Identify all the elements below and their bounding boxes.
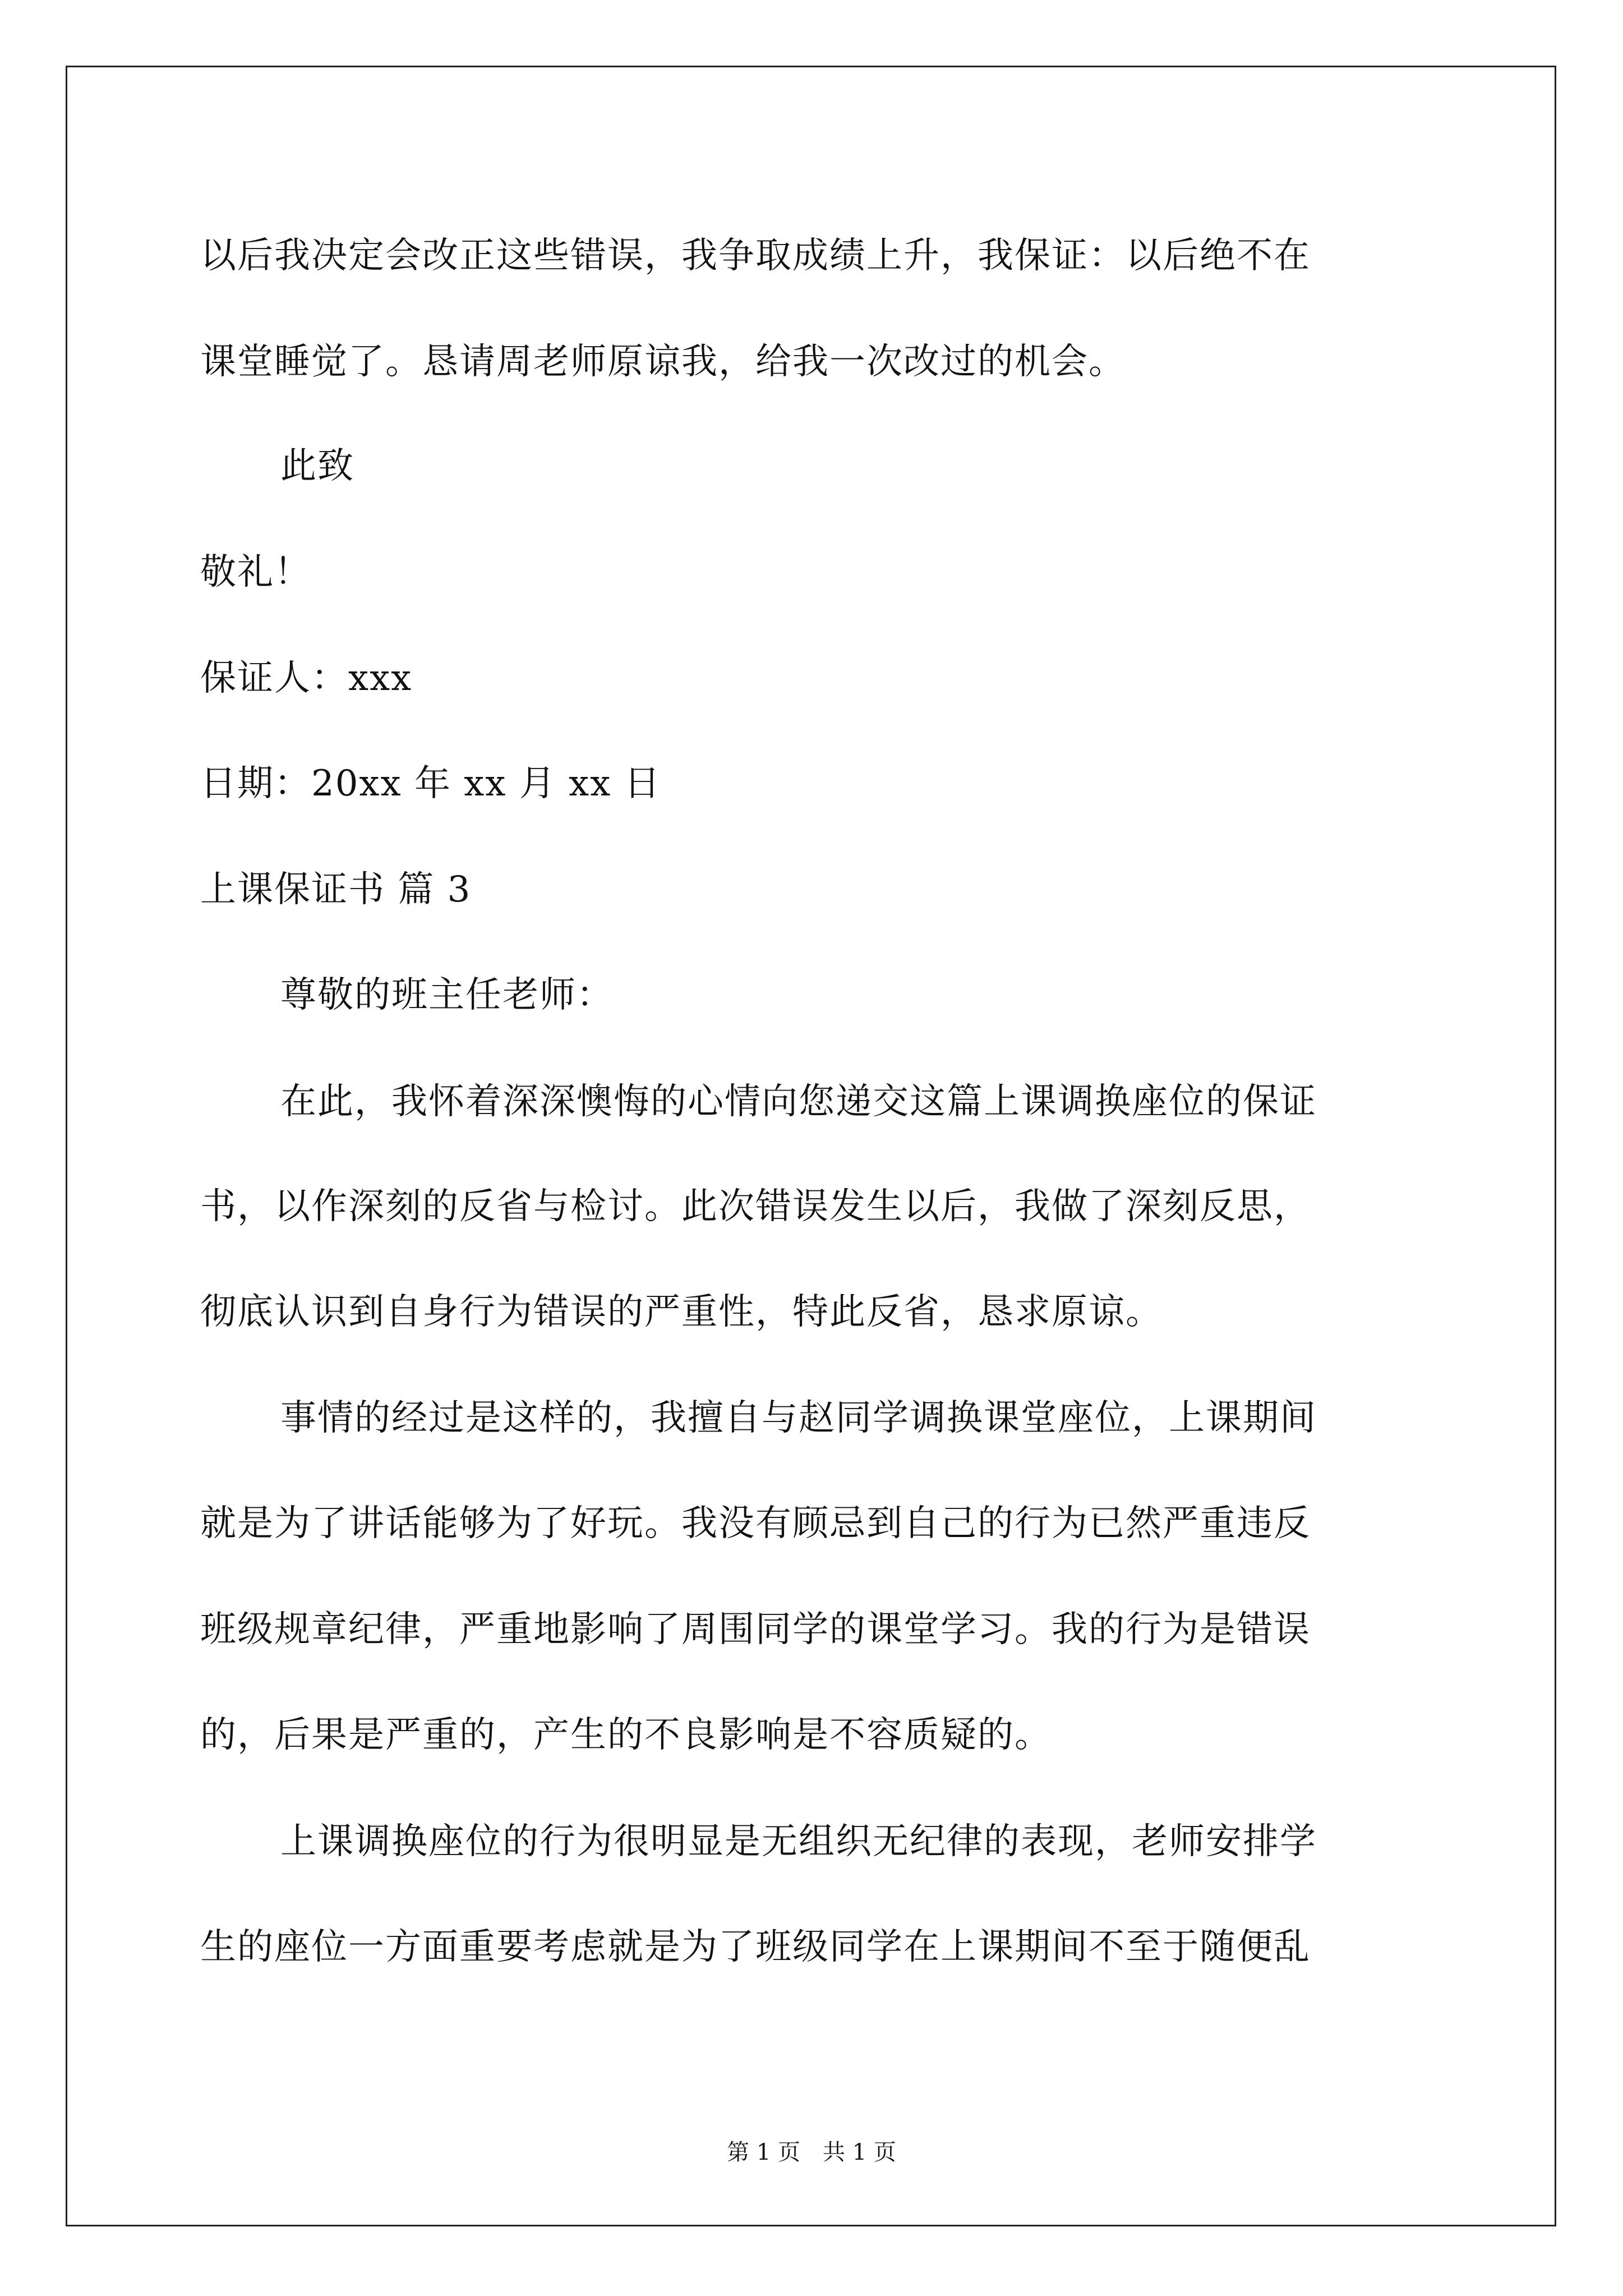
page-number-footer: 第 1 页 共 1 页 [727,2139,896,2165]
salutation: 敬礼！ [200,551,311,593]
section-heading: 上课保证书 篇 3 [200,869,472,910]
text-line: 课堂睡觉了。恳请周老师原谅我，给我一次改过的机会。 [200,341,1126,383]
text-line: 的，后果是严重的，产生的不良影响是不容质疑的。 [200,1714,1052,1756]
text-line: 以后我决定会改正这些错误，我争取成绩上升，我保证：以后绝不在 [200,235,1311,277]
page-border [66,66,1556,2226]
text-line: 生的座位一方面重要考虑就是为了班级同学在上课期间不至于随便乱 [200,1926,1311,1968]
text-line: 班级规章纪律，严重地影响了周围同学的课堂学习。我的行为是错误 [200,1609,1311,1650]
date-line: 日期：20xx 年 xx 月 xx 日 [200,763,661,804]
text-line: 在此，我怀着深深懊悔的心情向您递交这篇上课调换座位的保证 [280,1081,1317,1122]
text-line: 事情的经过是这样的，我擅自与赵同学调换课堂座位，上课期间 [280,1397,1317,1439]
closing-phrase: 此致 [280,445,354,487]
text-line: 彻底认识到自身行为错误的严重性，特此反省，恳求原谅。 [200,1291,1163,1333]
greeting: 尊敬的班主任老师： [280,974,614,1016]
text-line: 书，以作深刻的反省与检讨。此次错误发生以后，我做了深刻反思， [200,1186,1311,1227]
text-line: 上课调换座位的行为很明显是无组织无纪律的表现，老师安排学 [280,1821,1317,1862]
guarantor-line: 保证人：xxx [200,657,413,699]
text-line: 就是为了讲话能够为了好玩。我没有顾忌到自己的行为已然严重违反 [200,1503,1311,1544]
